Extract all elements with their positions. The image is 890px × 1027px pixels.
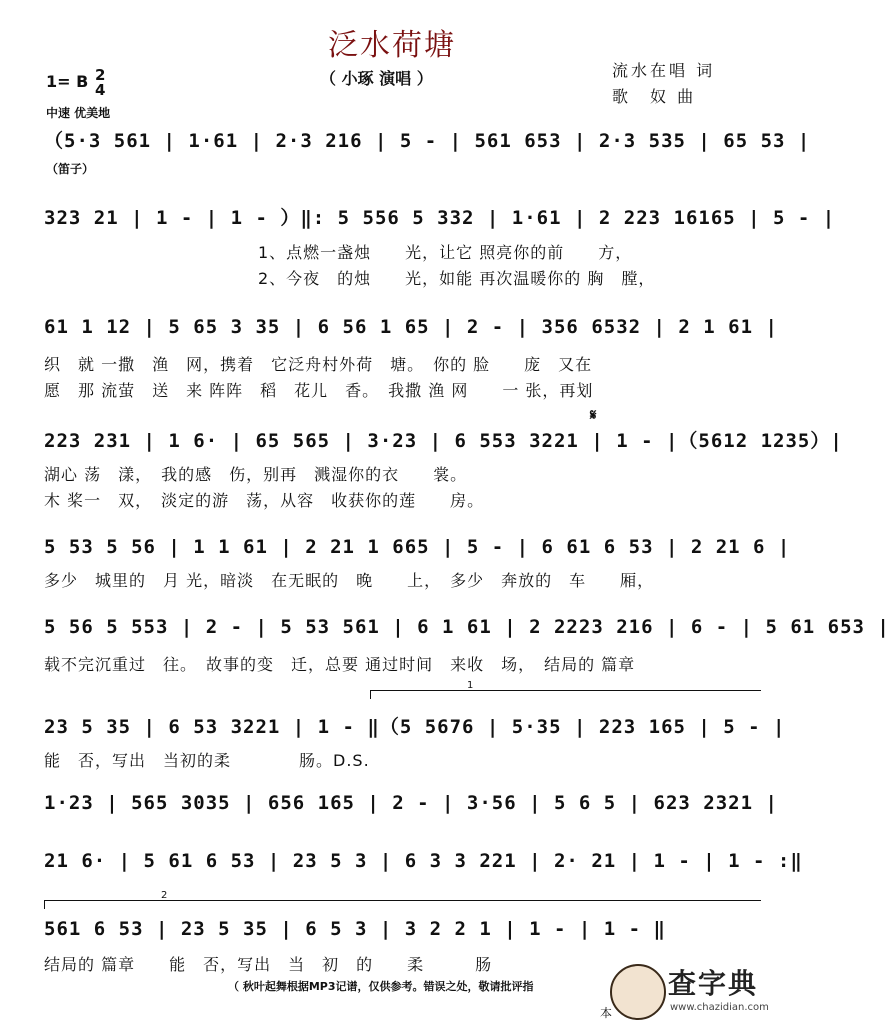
time-signature-bottom: 4 bbox=[95, 81, 106, 99]
score-row-3: 61 1 12 | 5 65 3 35 | 6 56 1 65 | 2 - | 356 6532 | 2 1 61 | bbox=[44, 316, 778, 338]
lyric-row-7: 能 否，写出 当初的柔 肠。D.S. bbox=[44, 751, 370, 770]
score-row-2: 323 21 | 1 - | 1 - ）‖: 5 556 5 332 | 1·61 | 2 223 16165 | 5 - | bbox=[44, 207, 836, 229]
composer-credit: 歌 奴 曲 bbox=[612, 87, 697, 106]
mascot-icon bbox=[610, 964, 666, 1020]
transcription-note: （ 秋叶起舞根据MP3记谱，仅供参考。错误之处，敬请批评指 bbox=[228, 980, 534, 993]
tempo-marking: 中速 优美地 bbox=[46, 106, 111, 120]
segno-sign: 𝄋 bbox=[590, 406, 597, 424]
lyric-row-4-verse-2: 木 桨一 双， 淡定的游 荡，从容 收获你的莲 房。 bbox=[44, 491, 485, 510]
lyric-row-4-verse-1: 湖心 荡 漾， 我的感 伤，别再 溅湿你的衣 裳。 bbox=[44, 465, 468, 484]
lyric-row-5: 多少 城里的 月 光，暗淡 在无眠的 晚 上， 多少 奔放的 车 厢， bbox=[44, 571, 655, 590]
second-ending-number: 2 bbox=[161, 890, 168, 901]
lyric-row-10: 结局的 篇章 能 否，写出 当 初 的 柔 肠 bbox=[44, 955, 493, 974]
first-ending-number: 1 bbox=[467, 680, 474, 691]
score-row-9: 21 6· | 5 61 6 53 | 23 5 3 | 6 3 3 221 | 2· 21 | 1 - | 1 - :‖ bbox=[44, 850, 803, 872]
page-stamp: 本 bbox=[600, 1006, 613, 1020]
score-row-6: 5 56 5 553 | 2 - | 5 53 561 | 6 1 61 | 2 2223 216 | 6 - | 5 61 653 | bbox=[44, 616, 890, 638]
time-signature bbox=[95, 68, 105, 98]
instrument-note: （笛子） bbox=[46, 162, 95, 176]
score-row-10: 561 6 53 | 23 5 35 | 6 5 3 | 3 2 2 1 | 1 - | 1 - ‖ bbox=[44, 918, 666, 940]
lyric-row-2-verse-2: 2、今夜 的烛 光，如能 再次温暖你的 胸 膛， bbox=[258, 269, 656, 288]
score-row-4: 223 231 | 1 6· | 65 565 | 3·23 | 6 553 3221 | 1 - |（5612 1235）| bbox=[44, 430, 843, 452]
site-logo bbox=[606, 960, 778, 1022]
score-row-7: 23 5 35 | 6 53 3221 | 1 - ‖（5 5676 | 5·35 | 223 165 | 5 - | bbox=[44, 716, 786, 738]
score-row-8: 1·23 | 565 3035 | 656 165 | 2 - | 3·56 | 5 6 5 | 623 2321 | bbox=[44, 792, 778, 814]
lyric-row-3-verse-1: 织 就 一撒 渔 网，携着 它泛舟村外荷 塘。 你的 脸 庞 又在 bbox=[44, 355, 593, 374]
logo-url: www.chazidian.com bbox=[670, 1002, 769, 1013]
time-signature-top: 2 bbox=[95, 66, 106, 84]
lyric-row-2-verse-1: 1、点燃一盏烛 光，让它 照亮你的前 方， bbox=[258, 243, 633, 262]
second-ending-bracket bbox=[44, 890, 761, 909]
score-row-1: （5·3 561 | 1·61 | 2·3 216 | 5 - | 561 653 | 2·3 535 | 65 53 | bbox=[44, 130, 811, 152]
logo-text: 查字典 bbox=[668, 967, 759, 1000]
key-signature: 1= B bbox=[46, 72, 89, 91]
score-row-5: 5 53 5 56 | 1 1 61 | 2 21 1 665 | 5 - | 6 61 6 53 | 2 21 6 | bbox=[44, 536, 791, 558]
lyric-row-6: 载不完沉重过 往。 故事的变 迁，总要 通过时间 来收 场， 结局的 篇章 bbox=[44, 655, 636, 674]
song-title: 泛水荷塘 bbox=[328, 28, 456, 63]
lyricist-credit: 流水在唱 词 bbox=[612, 61, 716, 80]
first-ending-bracket bbox=[370, 680, 761, 699]
singer-credit: （ 小琢 演唱 ） bbox=[320, 69, 433, 88]
lyric-row-3-verse-2: 愿 那 流萤 送 来 阵阵 稻 花儿 香。 我撒 渔 网 一 张，再划 bbox=[44, 381, 594, 400]
